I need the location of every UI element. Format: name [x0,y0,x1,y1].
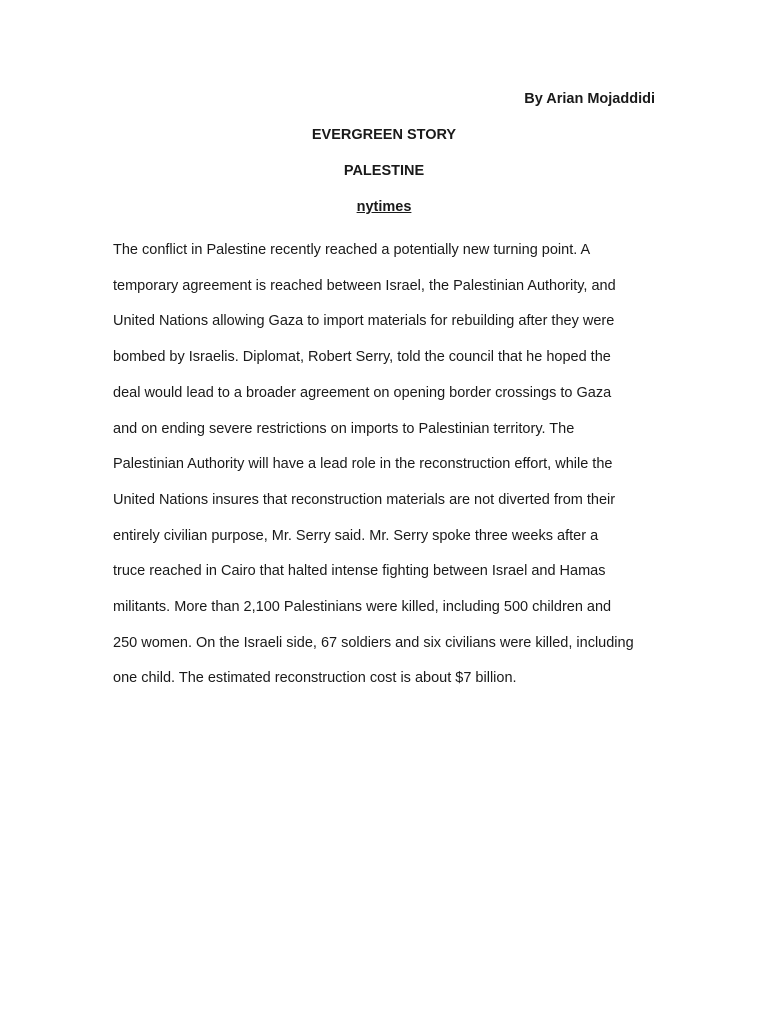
topic-heading: PALESTINE [343,163,425,179]
body-line: entirely civilian purpose, Mr. Serry said. Mr. Serry spoke three weeks after a [113,527,599,544]
body-line: one child. The estimated reconstruction cost is about $7 billion. [113,670,517,687]
body-paragraph [113,233,673,697]
body-line: temporary agreement is reached between Israel, the Palestinian Authority, and [113,277,616,294]
body-line: deal would lead to a broader agreement on opening border crossings to Gaza [113,384,612,401]
body-line: truce reached in Cairo that halted intense fighting between Israel and Hamas [113,563,606,580]
body-line: Palestinian Authority will have a lead role in the reconstruction effort, while the [113,456,613,473]
body-line: 250 women. On the Israeli side, 67 soldiers and six civilians were killed, including [113,634,634,651]
story-type-heading: EVERGREEN STORY [311,127,457,143]
body-line: militants. More than 2,100 Palestinians were killed, including 500 children and [113,599,612,616]
body-line: United Nations allowing Gaza to import materials for rebuilding after they were [113,313,615,330]
body-line: and on ending severe restrictions on imports to Palestinian territory. The [113,420,575,437]
body-line: bombed by Israelis. Diplomat, Robert Serry, told the council that he hoped the [113,349,611,366]
author-byline: By Arian Mojaddidi [524,91,655,107]
source-heading: nytimes [356,199,412,215]
body-line: United Nations insures that reconstruction materials are not diverted from their [113,491,616,508]
body-line: The conflict in Palestine recently reached a potentially new turning point. A [113,242,591,258]
